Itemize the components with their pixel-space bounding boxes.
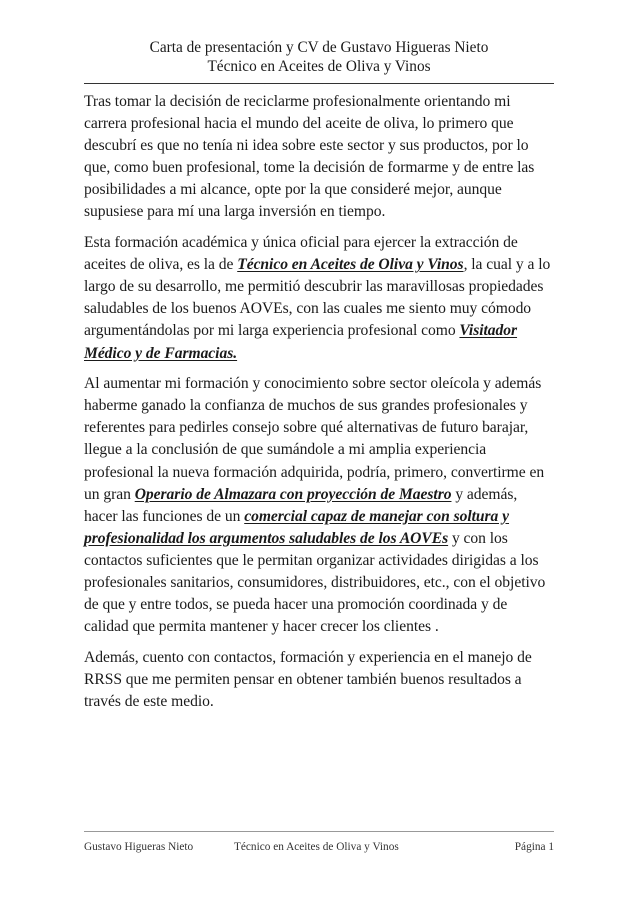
paragraph-3-text-2: y además, hacer las funciones de un — [84, 485, 518, 525]
header-subtitle: Técnico en Aceites de Oliva y Vinos — [207, 58, 431, 75]
header-title: Carta de presentación y CV de Gustavo Higueras Nieto — [149, 39, 489, 56]
emphasis-tecnico-aceites: Técnico en Aceites de Oliva y Vinos — [237, 256, 464, 274]
footer-divider — [84, 831, 554, 832]
paragraph-2 — [84, 232, 554, 365]
emphasis-operario-almazara: Operario de Almazara con proyección de Maestro — [134, 485, 452, 503]
paragraph-2-text-1: Esta formación académica y única oficial para ejercer la extracción de aceites de oliva, es la de — [84, 234, 518, 274]
footer-page-number: Página 1 — [514, 841, 554, 853]
paragraph-4: Además, cuento con contactos, formación y experiencia en el manejo de RRSS que me permiten pensar en obtener también buenos resultados a través de este medio. — [84, 648, 532, 710]
emphasis-comercial: comercial capaz de manejar con soltura y profesionalidad los argumentos saludables de los AOVEs — [84, 507, 510, 547]
paragraph-3-text-1: Al aumentar mi formación y conocimiento sobre sector oleícola y además haberme ganado la confianza de muchos de sus grandes profesionales y referentes para pedirles consejo sobre qué alternativas de futuro barajar, llegue a la conclusión de que sumándole a mi amplia experiencia profesional la nueva formación adquirida, podría, primero, convertirme en un gran — [84, 375, 545, 503]
footer-author: Gustavo Higueras Nieto — [84, 841, 194, 853]
paragraph-3 — [84, 373, 554, 638]
header-divider — [84, 83, 554, 84]
paragraph-1: Tras tomar la decisión de reciclarme profesionalmente orientando mi carrera profesional hacia el mundo del aceite de oliva, lo primero que descubrí es que no tenía ni idea sobre este sector y sus productos, por lo que, como buen profesional, tome la decisión de formarme y de entre las posibilidades a mi alcance, opte por la que consideré mejor, aunque supusiese para mí una larga inversión en tiempo. — [84, 93, 535, 221]
paragraph-2-text-2: , la cual y a lo largo de su desarrollo, me permitió descubrir las maravillosas propiedades saludables de los buenos AOVEs, con las cuales me siento muy cómodo argumentándolas por mi larga experiencia profesional como — [84, 256, 551, 340]
emphasis-visitador-medico: Visitador Médico y de Farmacias. — [84, 322, 518, 362]
paragraph-3-text-3: y con los contactos suficientes que le permitan organizar actividades dirigidas a los profesionales sanitarios, consumidores, distribuidores, etc., con el objetivo de que y entre todos, se pueda hacer una promoción coordinada y de calidad que permita mantener y hacer crecer los clientes . — [84, 529, 546, 636]
letter-body — [84, 91, 554, 722]
page-header — [84, 38, 554, 76]
footer-title: Técnico en Aceites de Oliva y Vinos — [234, 841, 399, 853]
